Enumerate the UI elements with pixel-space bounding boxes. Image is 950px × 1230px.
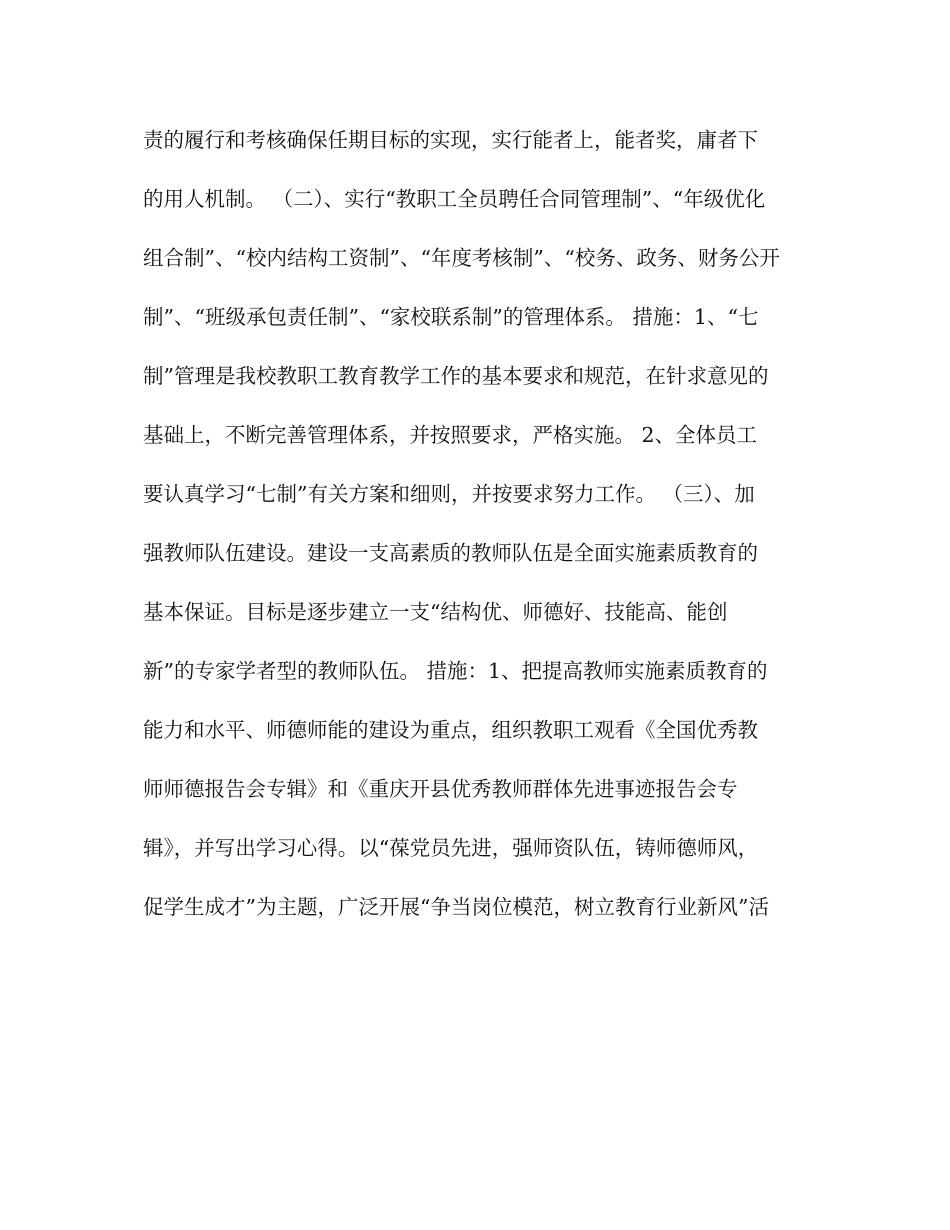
text-line: 制”管理是我校教职工教育教学工作的基本要求和规范，在针求意见的 xyxy=(143,364,769,388)
text-line: 辑》，并写出学习心得。以“葆党员先进，强师资队伍，铸师德师风， xyxy=(143,836,759,860)
text-line: 能力和水平、师德师能的建设为重点，组织教职工观看《全国优秀教 xyxy=(143,718,758,742)
text-line: 责的履行和考核确保任期目标的实现，实行能者上，能者奖，庸者下 xyxy=(143,128,758,152)
text-line: 要认真学习“七制”有关方案和细则，并按要求努力工作。 （三）、加 xyxy=(143,482,755,506)
text-line: 强教师队伍建设。建设一支高素质的教师队伍是全面实施素质教育的 xyxy=(143,541,758,565)
text-line: 组合制”、“校内结构工资制”、“年度考核制”、“校务、政务、财务公开 xyxy=(143,246,780,270)
text-line: 新”的专家学者型的教师队伍。 措施：1、把提高教师实施素质教育的 xyxy=(143,659,768,683)
text-line: 的用人机制。 （二）、实行“教职工全员聘任合同管理制”、“年级优化 xyxy=(143,187,766,211)
text-line: 师师德报告会专辑》和《重庆开县优秀教师群体先进事迹报告会专 xyxy=(143,777,738,801)
text-line: 基础上，不断完善管理体系，并按照要求，严格实施。 2、全体员工 xyxy=(143,423,758,447)
body-text xyxy=(143,120,813,946)
text-line: 制”、“班级承包责任制”、“家校联系制”的管理体系。 措施：1、“七 xyxy=(143,305,759,329)
text-line: 促学生成才”为主题，广泛开展“争当岗位模范，树立教育行业新风”活 xyxy=(143,895,769,919)
text-line: 基本保证。目标是逐步建立一支“结构优、师德好、技能高、能创 xyxy=(143,600,728,624)
